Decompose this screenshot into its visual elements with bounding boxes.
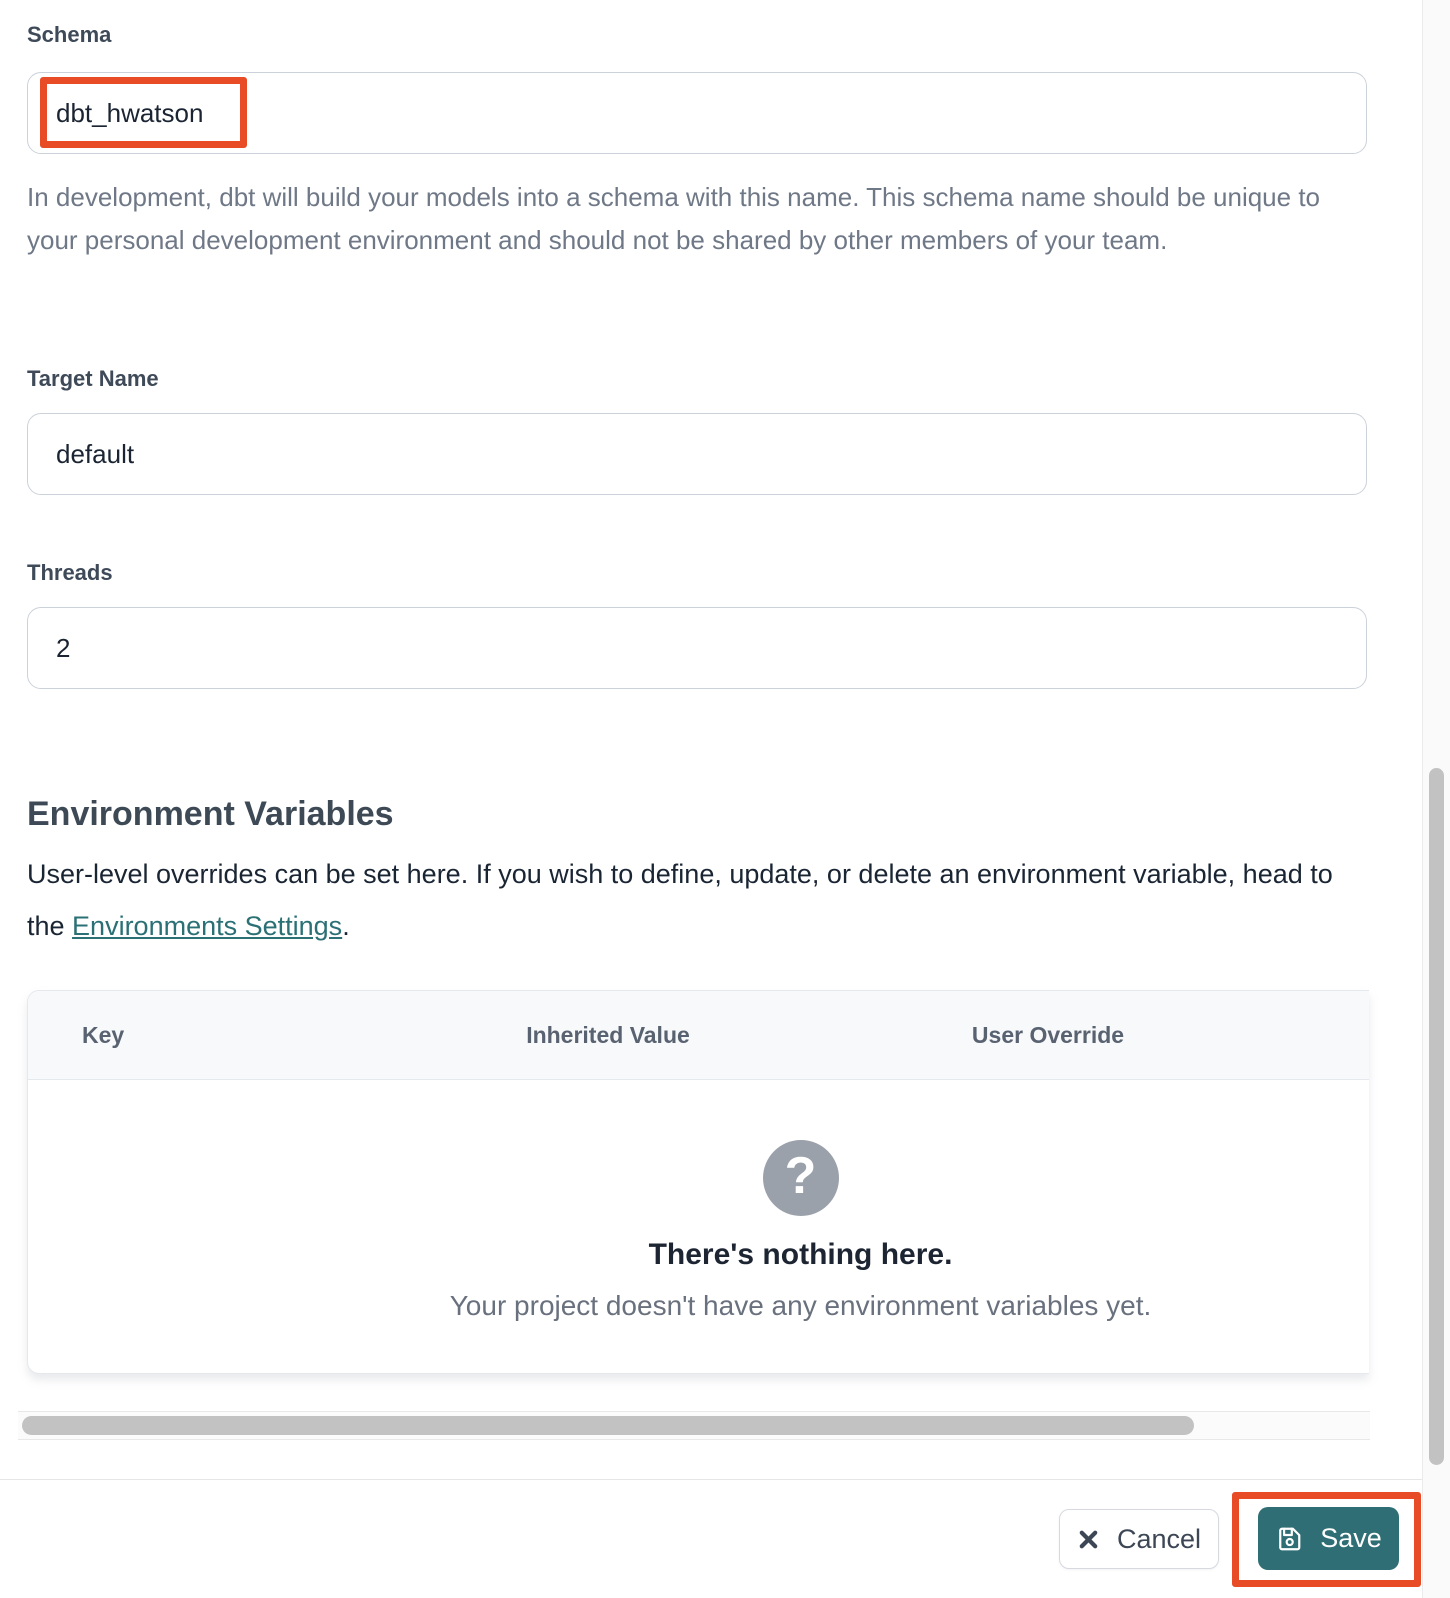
cancel-button[interactable]	[1059, 1509, 1219, 1569]
footer-action-bar	[0, 1479, 1422, 1598]
description-text-after: .	[342, 911, 350, 941]
table-header-row	[28, 991, 1369, 1080]
question-mark-icon	[763, 1140, 839, 1216]
column-header-inherited-value: Inherited Value	[526, 1021, 690, 1048]
threads-label: Threads	[27, 560, 113, 585]
horizontal-scrollbar[interactable]	[18, 1411, 1370, 1440]
save-button-label: Save	[1320, 1523, 1382, 1553]
environments-settings-link[interactable]: Environments Settings	[72, 911, 343, 941]
environment-variables-title: Environment Variables	[27, 795, 394, 833]
table-body	[28, 1080, 1369, 1322]
environment-variables-table	[27, 990, 1369, 1374]
column-header-key: Key	[82, 1021, 125, 1048]
empty-state-title: There's nothing here.	[648, 1238, 953, 1271]
empty-state	[28, 1140, 1369, 1322]
vertical-scrollbar-thumb[interactable]	[1429, 768, 1444, 1465]
schema-help-text: In development, dbt will build your models into a schema with this name. This schema name should be unique to your personal development environment and should not be shared by other members of your team.	[27, 182, 1321, 255]
schema-label: Schema	[27, 22, 112, 47]
threads-input[interactable]	[27, 607, 1367, 689]
column-header-user-override: User Override	[971, 1021, 1125, 1048]
description-text-before: User-level overrides can be set here. If you wish to define, update, or delete an environment variable, head to the	[27, 859, 1333, 941]
target-name-input[interactable]	[27, 413, 1367, 495]
save-icon	[1275, 1525, 1303, 1553]
question-mark-glyph: ?	[784, 1147, 817, 1205]
environment-variables-description	[27, 848, 1357, 952]
schema-input[interactable]	[27, 72, 1367, 154]
horizontal-scrollbar-thumb[interactable]	[22, 1416, 1194, 1435]
cancel-button-label: Cancel	[1116, 1523, 1202, 1554]
target-name-label: Target Name	[27, 366, 159, 391]
save-button[interactable]	[1258, 1507, 1399, 1570]
vertical-scrollbar[interactable]	[1422, 0, 1450, 1598]
close-icon	[1077, 1528, 1100, 1551]
empty-state-subtitle: Your project doesn't have any environment variables yet.	[449, 1290, 1152, 1321]
